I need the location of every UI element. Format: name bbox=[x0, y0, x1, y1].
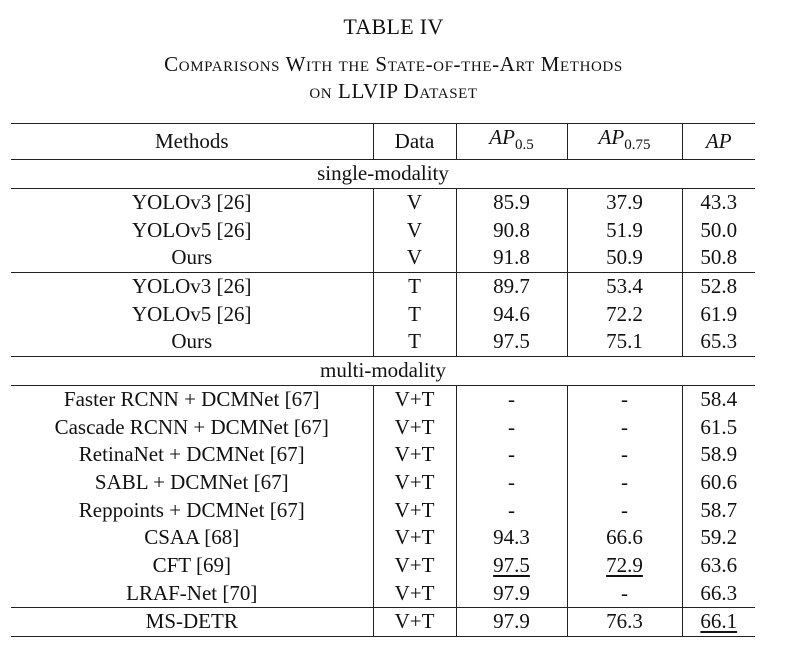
ap05-cell: 85.9 bbox=[456, 188, 567, 216]
header-row bbox=[11, 124, 755, 160]
results-table bbox=[11, 123, 755, 637]
data-cell: V bbox=[373, 188, 456, 216]
ap05-cell: - bbox=[456, 385, 567, 413]
method-cell: MS-DETR bbox=[11, 608, 373, 637]
table-row bbox=[11, 413, 755, 441]
table-row bbox=[11, 216, 755, 244]
ap-cell: 58.9 bbox=[682, 441, 755, 469]
ap05-cell: 89.7 bbox=[456, 272, 567, 300]
ap05-cell: 91.8 bbox=[456, 244, 567, 272]
ap075-cell: - bbox=[567, 469, 682, 497]
method-cell: YOLOv5 [26] bbox=[131, 301, 252, 326]
section-row-single-modality bbox=[11, 160, 755, 189]
section-label-single-modality: single-modality bbox=[11, 160, 755, 189]
ap075-cell: - bbox=[567, 441, 682, 469]
ap075-cell: - bbox=[567, 496, 682, 524]
data-cell: V+T bbox=[373, 413, 456, 441]
data-cell: V+T bbox=[373, 579, 456, 607]
table-row bbox=[11, 608, 755, 637]
data-cell: V bbox=[373, 244, 456, 272]
ap05-value-underlined: 97.5 bbox=[493, 552, 530, 577]
ap05-cell: 97.9 bbox=[456, 608, 567, 637]
ap05-cell: 90.8 bbox=[456, 216, 567, 244]
ap-cell: 50.8 bbox=[682, 244, 755, 272]
table-row bbox=[11, 524, 755, 552]
table-caption-line-2: on LLVIP Dataset bbox=[309, 79, 478, 103]
ap075-cell: 53.4 bbox=[567, 272, 682, 300]
table-row bbox=[11, 244, 755, 272]
ap05-cell: 97.9 bbox=[456, 579, 567, 607]
table-row bbox=[11, 579, 755, 607]
table-row bbox=[11, 328, 755, 356]
method-cell: CSAA [68] bbox=[144, 525, 240, 550]
data-cell: V+T bbox=[373, 608, 456, 637]
section-row-multi-modality bbox=[11, 356, 755, 385]
ap075-cell: 76.3 bbox=[567, 608, 682, 637]
method-cell: LRAF-Net [70] bbox=[126, 580, 258, 605]
ap-cell: 52.8 bbox=[682, 272, 755, 300]
ap075-cell: 50.9 bbox=[567, 244, 682, 272]
ap-cell: 66.3 bbox=[682, 579, 755, 607]
ap05-cell: - bbox=[456, 469, 567, 497]
ap05-cell bbox=[456, 552, 567, 580]
header-ap-0-75: $AP_{0.75}$ bbox=[567, 124, 682, 160]
ap075-cell bbox=[567, 552, 682, 580]
method-cell: Ours bbox=[171, 329, 213, 354]
ap-cell: 58.4 bbox=[682, 385, 755, 413]
ap05-cell: - bbox=[456, 496, 567, 524]
ap-cell: 43.3 bbox=[682, 188, 755, 216]
table-row bbox=[11, 300, 755, 328]
method-cell: Ours bbox=[171, 245, 213, 270]
data-cell: V+T bbox=[373, 524, 456, 552]
method-cell: SABL + DCMNet [67] bbox=[94, 469, 289, 494]
method-cell: YOLOv3 [26] bbox=[11, 272, 373, 300]
data-cell: T bbox=[373, 300, 456, 328]
ap075-cell: - bbox=[567, 413, 682, 441]
data-cell: V+T bbox=[373, 385, 456, 413]
ap05-cell: - bbox=[456, 413, 567, 441]
ap075-cell: - bbox=[567, 385, 682, 413]
data-cell: T bbox=[373, 328, 456, 356]
ap075-cell: 72.2 bbox=[567, 300, 682, 328]
method-cell: Reppoints + DCMNet [67] bbox=[78, 497, 305, 522]
ap-cell: 60.6 bbox=[682, 469, 755, 497]
table-row bbox=[11, 385, 755, 413]
method-cell: Faster RCNN + DCMNet [67] bbox=[11, 385, 373, 413]
data-cell: V+T bbox=[373, 496, 456, 524]
table-number-label: TABLE IV bbox=[343, 14, 444, 39]
method-cell: RetinaNet + DCMNet [67] bbox=[78, 442, 305, 467]
table-row bbox=[11, 552, 755, 580]
ap075-value-underlined: 72.9 bbox=[606, 552, 643, 577]
table-row bbox=[11, 188, 755, 216]
data-cell: V+T bbox=[373, 552, 456, 580]
ap075-cell: - bbox=[567, 579, 682, 607]
header-ap-0-5: $AP_{0.5}$ bbox=[456, 124, 567, 160]
table-row bbox=[11, 469, 755, 497]
method-cell: CFT [69] bbox=[152, 552, 231, 577]
ap-cell: 58.7 bbox=[682, 496, 755, 524]
ap-value-underlined: 66.1 bbox=[700, 609, 738, 634]
data-cell: T bbox=[373, 272, 456, 300]
ap-cell: 59.2 bbox=[682, 524, 755, 552]
table-row bbox=[11, 496, 755, 524]
table-row bbox=[11, 272, 755, 300]
ap075-cell: 37.9 bbox=[567, 188, 682, 216]
method-cell: YOLOv3 [26] bbox=[11, 188, 373, 216]
ap-cell: 63.6 bbox=[682, 552, 755, 580]
ap05-cell: 97.5 bbox=[456, 328, 567, 356]
header-methods: Methods bbox=[11, 124, 373, 160]
ap05-cell: - bbox=[456, 441, 567, 469]
ap075-cell: 75.1 bbox=[567, 328, 682, 356]
ap-cell bbox=[682, 608, 755, 637]
data-cell: V+T bbox=[373, 469, 456, 497]
ap05-cell: 94.3 bbox=[456, 524, 567, 552]
table-caption-line-1: Comparisons With the State-of-the-Art Methods bbox=[164, 52, 623, 76]
ap-cell: 65.3 bbox=[682, 328, 755, 356]
table-row bbox=[11, 441, 755, 469]
header-ap: AP bbox=[682, 124, 755, 160]
ap-cell: 61.9 bbox=[682, 300, 755, 328]
data-cell: V+T bbox=[373, 441, 456, 469]
ap075-cell: 51.9 bbox=[567, 216, 682, 244]
ap075-cell: 66.6 bbox=[567, 524, 682, 552]
ap-cell: 61.5 bbox=[682, 413, 755, 441]
section-label-multi-modality: multi-modality bbox=[11, 356, 755, 385]
ap-cell: 50.0 bbox=[682, 216, 755, 244]
method-cell: YOLOv5 [26] bbox=[131, 217, 252, 242]
ap05-cell: 94.6 bbox=[456, 300, 567, 328]
data-cell: V bbox=[373, 216, 456, 244]
method-cell: Cascade RCNN + DCMNet [67] bbox=[54, 414, 329, 439]
header-data: Data bbox=[373, 124, 456, 160]
